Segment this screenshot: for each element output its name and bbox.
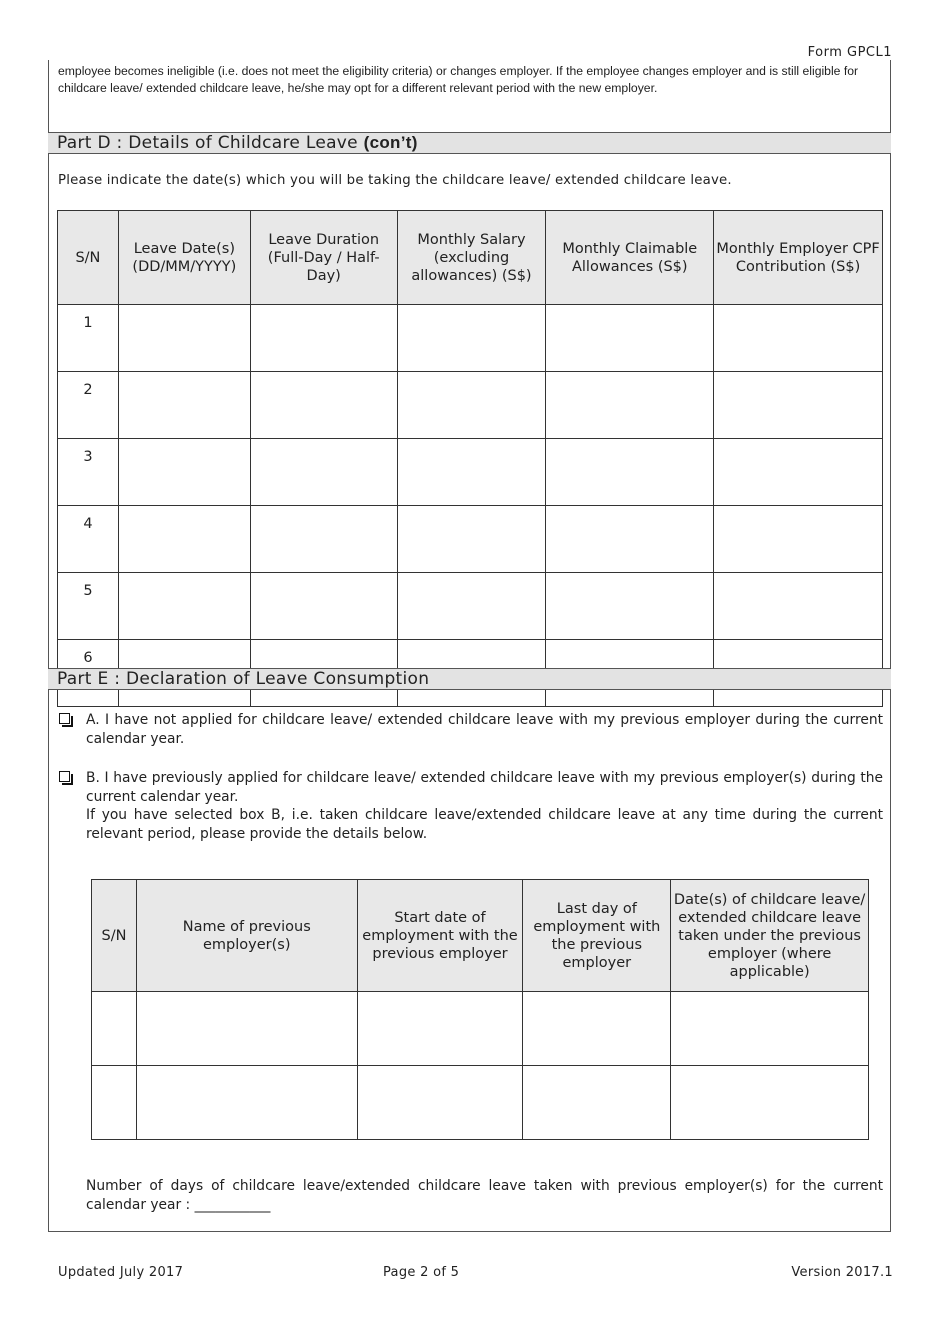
part-d-title-suffix: (con’t) xyxy=(363,133,418,152)
leave-duration-cell[interactable] xyxy=(250,372,397,439)
table-header-row xyxy=(92,880,869,992)
days-taken-line: Number of days of childcare leave/extended childcare leave taken with previous employer(s) for the current calendar year : ___________ xyxy=(86,1178,883,1213)
leave-date-cell[interactable] xyxy=(118,372,250,439)
footer-version: Version 2017.1 xyxy=(791,1265,893,1280)
table-row xyxy=(58,439,883,506)
employer-name-cell[interactable] xyxy=(136,992,357,1066)
col-employer-name: Name of previous employer(s) xyxy=(136,880,357,992)
salary-cell[interactable] xyxy=(397,372,546,439)
leave-date-cell[interactable] xyxy=(118,305,250,372)
leave-dates-cell[interactable] xyxy=(671,992,869,1066)
last-day-cell[interactable] xyxy=(523,992,671,1066)
salary-cell[interactable] xyxy=(397,305,546,372)
col-start-date: Start date of employment with the previous employer xyxy=(357,880,523,992)
salary-cell[interactable] xyxy=(397,506,546,573)
intro-text: employee becomes ineligible (i.e. does not meet the eligibility criteria) or changes employer. If the employee changes employer and is still eligible for childcare leave/ extended childcare leave, he/she may opt for a different relevant period with the new employer. xyxy=(58,64,859,95)
allowances-cell[interactable] xyxy=(546,506,714,573)
col-leave-dates: Leave Date(s) (DD/MM/YYYY) xyxy=(118,211,250,305)
option-a-text: A. I have not applied for childcare leave/ extended childcare leave with my previous employer during the current calendar year. xyxy=(86,712,883,747)
col-leave-duration: Leave Duration (Full-Day / Half-Day) xyxy=(250,211,397,305)
start-date-cell[interactable] xyxy=(357,1066,523,1140)
col-monthly-salary: Monthly Salary (excluding allowances) (S$) xyxy=(397,211,546,305)
col-sn: S/N xyxy=(58,211,119,305)
start-date-cell[interactable] xyxy=(357,992,523,1066)
allowances-cell[interactable] xyxy=(546,439,714,506)
employer-name-cell[interactable] xyxy=(136,1066,357,1140)
col-leave-dates-taken: Date(s) of childcare leave/ extended childcare leave taken under the previous employer (where applicable) xyxy=(671,880,869,992)
cpf-cell[interactable] xyxy=(714,573,883,640)
table-row xyxy=(92,1066,869,1140)
table-row xyxy=(92,992,869,1066)
leave-date-cell[interactable] xyxy=(118,439,250,506)
cpf-cell[interactable] xyxy=(714,506,883,573)
table-row xyxy=(58,506,883,573)
leave-details-table xyxy=(57,210,883,707)
table-header-row xyxy=(58,211,883,305)
col-employer-cpf: Monthly Employer CPF Contribution (S$) xyxy=(714,211,883,305)
leave-duration-cell[interactable] xyxy=(250,439,397,506)
leave-dates-cell[interactable] xyxy=(671,1066,869,1140)
part-d-header xyxy=(48,132,891,154)
table-row xyxy=(58,372,883,439)
part-d-title: Part D : Details of Childcare Leave xyxy=(57,133,358,153)
part-e-header xyxy=(48,668,891,690)
leave-date-cell[interactable] xyxy=(118,573,250,640)
leave-duration-cell[interactable] xyxy=(250,573,397,640)
cpf-cell[interactable] xyxy=(714,305,883,372)
footer-updated: Updated July 2017 xyxy=(58,1265,184,1280)
footer-page-number: Page 2 of 5 xyxy=(383,1265,460,1280)
leave-duration-cell[interactable] xyxy=(250,506,397,573)
allowances-cell[interactable] xyxy=(546,305,714,372)
option-b-text: B. I have previously applied for childcare leave/ extended childcare leave with my previous employer(s) during the current calendar year. xyxy=(86,770,883,805)
allowances-cell[interactable] xyxy=(546,372,714,439)
row-sn: 1 xyxy=(58,305,119,372)
last-day-cell[interactable] xyxy=(523,1066,671,1140)
table-row xyxy=(58,573,883,640)
option-a-checkbox[interactable] xyxy=(59,713,70,724)
table-row xyxy=(58,305,883,372)
row-sn: 4 xyxy=(58,506,119,573)
option-a xyxy=(58,711,883,748)
col-claimable-allowances: Monthly Claimable Allowances (S$) xyxy=(546,211,714,305)
col-last-day: Last day of employment with the previous employer xyxy=(523,880,671,992)
form-code: Form GPCL1 xyxy=(807,45,892,60)
sn-cell[interactable] xyxy=(92,1066,137,1140)
salary-cell[interactable] xyxy=(397,573,546,640)
row-sn: 3 xyxy=(58,439,119,506)
leave-duration-cell[interactable] xyxy=(250,305,397,372)
part-e-title: Part E : Declaration of Leave Consumption xyxy=(57,669,430,689)
leave-date-cell[interactable] xyxy=(118,506,250,573)
salary-cell[interactable] xyxy=(397,439,546,506)
part-d-instruction: Please indicate the date(s) which you will be taking the childcare leave/ extended childcare leave. xyxy=(58,173,732,188)
sn-cell[interactable] xyxy=(92,992,137,1066)
row-sn: 5 xyxy=(58,573,119,640)
option-b xyxy=(58,769,883,843)
cpf-cell[interactable] xyxy=(714,372,883,439)
previous-employer-table xyxy=(91,879,869,1140)
allowances-cell[interactable] xyxy=(546,573,714,640)
cpf-cell[interactable] xyxy=(714,439,883,506)
col-sn: S/N xyxy=(92,880,137,992)
option-b-checkbox[interactable] xyxy=(59,771,70,782)
option-b-note: If you have selected box B, i.e. taken childcare leave/extended childcare leave at any time during the current relevant period, please provide the details below. xyxy=(86,807,883,842)
row-sn: 6 xyxy=(58,640,119,707)
row-sn: 2 xyxy=(58,372,119,439)
